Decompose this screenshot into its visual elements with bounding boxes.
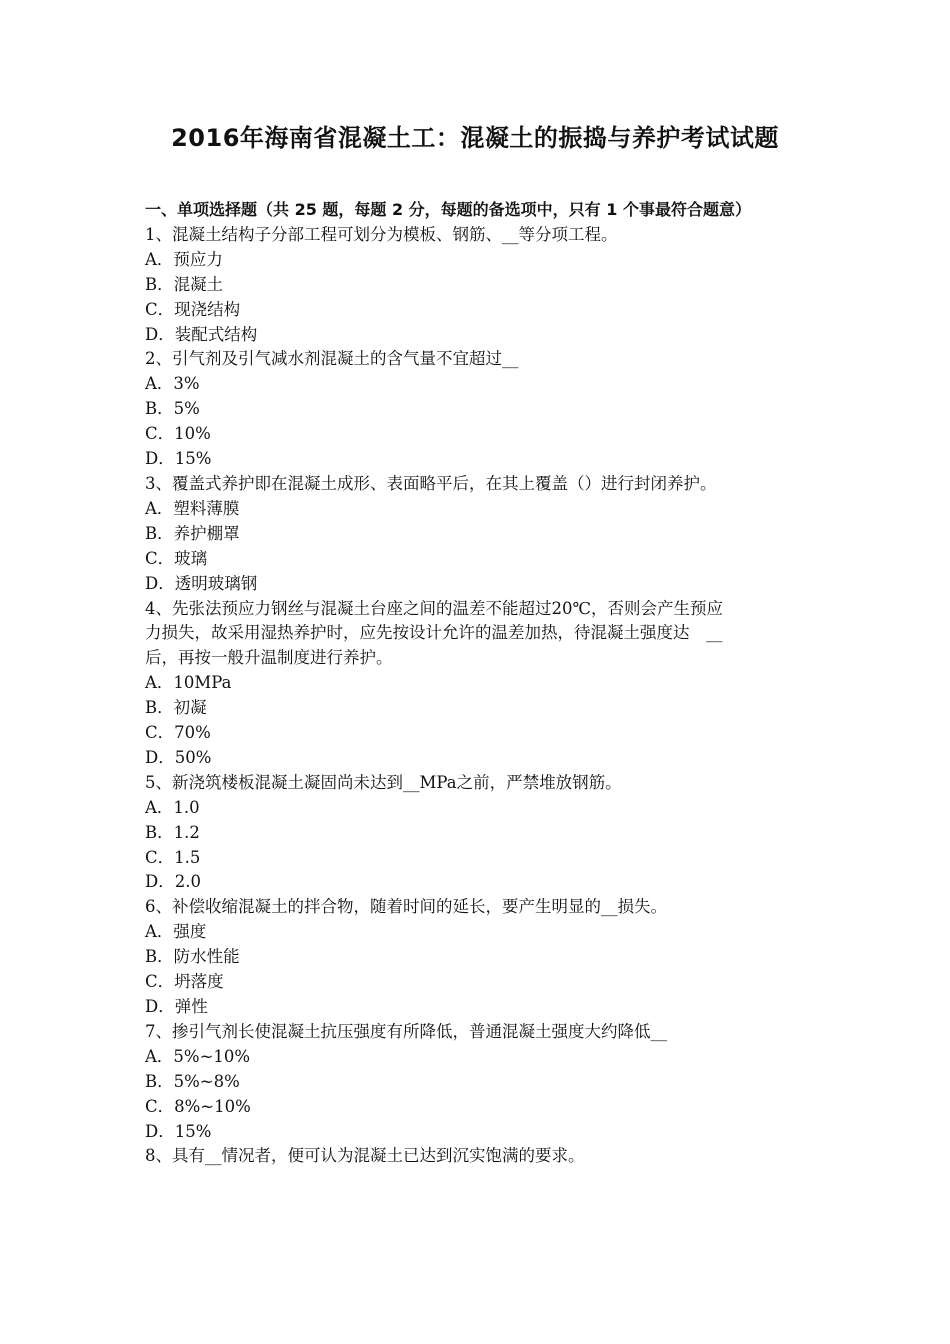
question-8-stem: 8、具有__情况者，便可认为混凝土已达到沉实饱满的要求。: [145, 1146, 585, 1166]
question-2-option-d: D．15%: [145, 449, 212, 469]
question-4-option-d: D．50%: [145, 747, 212, 767]
question-5-stem: 5、新浇筑楼板混凝土凝固尚未达到__MPa之前，严禁堆放钢筋。: [145, 772, 622, 792]
question-6-stem: 6、补偿收缩混凝土的拌合物，随着时间的延长，要产生明显的__损失。: [145, 897, 667, 917]
question-1-option-a: A．预应力: [145, 249, 223, 269]
question-6-option-d: D．弹性: [145, 997, 208, 1016]
question-3-option-c: C．玻璃: [145, 548, 208, 568]
question-7-option-d: D．15%: [145, 1121, 212, 1141]
question-5-option-b: B．1.2: [145, 822, 200, 842]
question-5-option-c: C．1.5: [145, 847, 201, 867]
question-4-stem-line-2: 力损失，故采用湿热养护时，应先按设计允许的温差加热，待混凝土强度达 __: [145, 623, 723, 643]
question-3-option-a: A．塑料薄膜: [145, 498, 240, 518]
section-heading: 一、单项选择题（共 25 题，每题 2 分，每题的备选项中，只有 1 个事最符合题意）: [145, 200, 751, 219]
question-4-option-b: B．初凝: [145, 698, 207, 718]
question-3-stem: 3、覆盖式养护即在混凝土成形、表面略平后，在其上覆盖（）进行封闭养护。: [145, 473, 717, 493]
question-5-option-d: D．2.0: [145, 872, 201, 892]
question-1-stem: 1、混凝土结构子分部工程可划分为模板、钢筋、__等分项工程。: [145, 224, 618, 244]
question-4-stem-line-3: 后，再按一般升温制度进行养护。: [145, 648, 393, 668]
question-7-option-a: A．5%~10%: [145, 1046, 251, 1066]
document-body: [145, 198, 815, 1169]
question-2-option-c: C．10%: [145, 424, 211, 444]
question-4-option-a: A．10MPa: [145, 673, 232, 693]
question-2-stem: 2、引气剂及引气减水剂混凝土的含气量不宜超过__: [145, 349, 519, 369]
question-2-option-a: A．3%: [145, 374, 200, 394]
question-6-option-a: A．强度: [145, 922, 207, 942]
question-3-option-b: B．养护棚罩: [145, 523, 240, 543]
question-1-option-c: C．现浇结构: [145, 299, 241, 319]
question-1-option-d: D．装配式结构: [145, 324, 258, 344]
question-5-option-a: A．1.0: [145, 797, 200, 817]
question-6-option-c: C．坍落度: [145, 972, 224, 992]
question-6-option-b: B．防水性能: [145, 947, 240, 967]
question-3-option-d: D．透明玻璃钢: [145, 573, 258, 593]
question-7-option-c: C．8%~10%: [145, 1096, 251, 1116]
question-1-option-b: B．混凝土: [145, 274, 224, 294]
question-7-stem: 7、掺引气剂长使混凝土抗压强度有所降低，普通混凝土强度大约降低__: [145, 1021, 667, 1041]
question-7-option-b: B．5%~8%: [145, 1071, 240, 1091]
question-4-option-c: C．70%: [145, 723, 211, 743]
question-2-option-b: B．5%: [145, 399, 200, 419]
question-4-stem-line-1: 4、先张法预应力钢丝与混凝土台座之间的温差不能超过20℃，否则会产生预应: [145, 598, 723, 618]
document-title: 2016年海南省混凝土工：混凝土的振捣与养护考试试题: [171, 124, 779, 152]
